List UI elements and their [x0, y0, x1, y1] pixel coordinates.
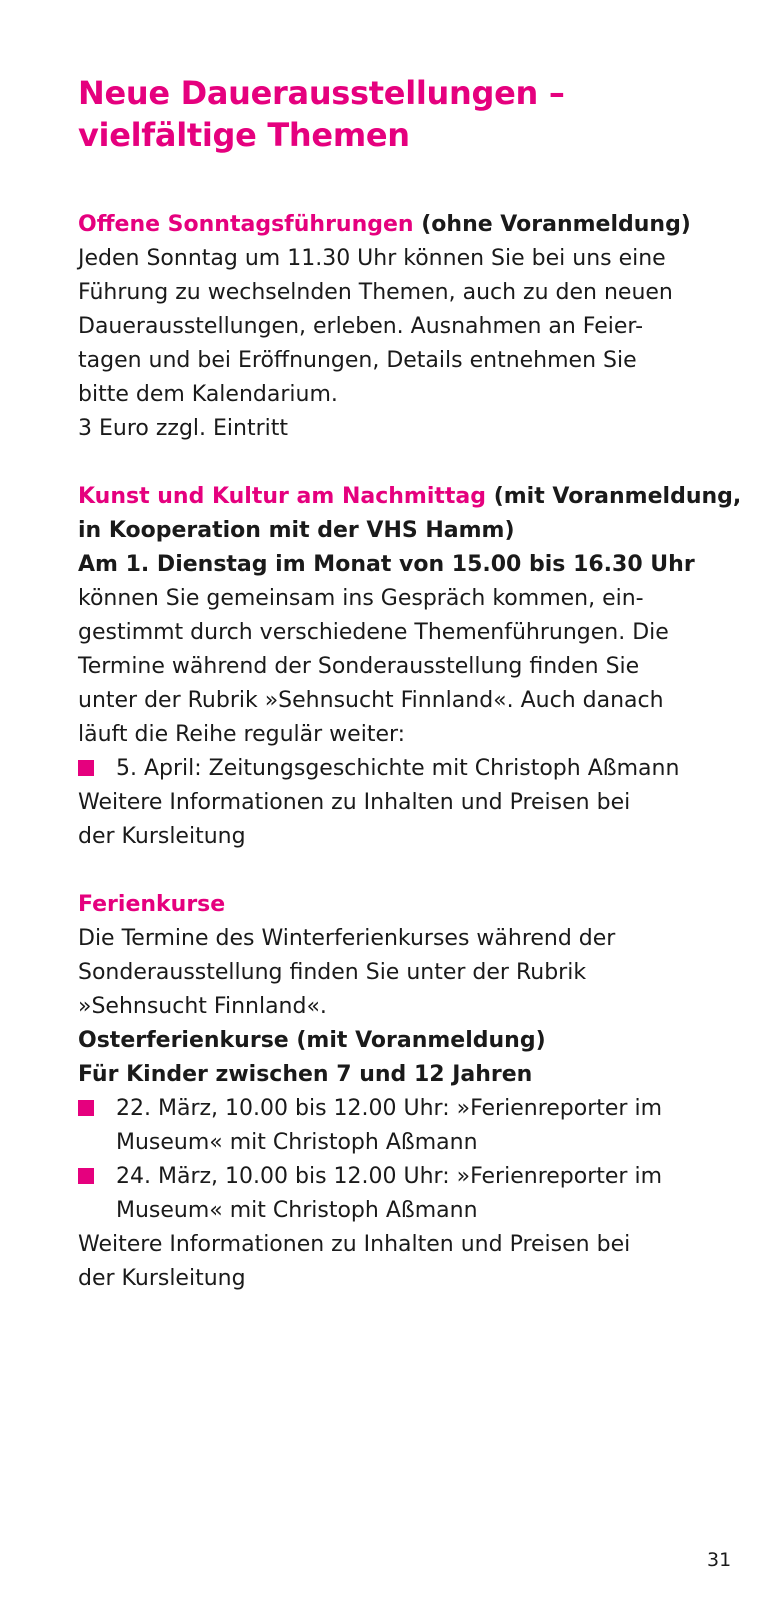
section-heading-text: Kunst und Kultur am Nachmittag	[78, 484, 487, 509]
page-content	[78, 72, 742, 1296]
body-line: Dauerausstellungen, erleben. Ausnahmen an Feier-	[78, 314, 644, 339]
title-line-2: vielfältige Themen	[78, 116, 410, 154]
list-item	[78, 1092, 718, 1126]
square-bullet-icon	[78, 1168, 94, 1184]
body-line: Weitere Informationen zu Inhalten und Preisen bei	[78, 1232, 631, 1257]
body-line: gestimmt durch verschiedene Themenführungen. Die	[78, 620, 669, 645]
body-line: der Kursleitung	[78, 1266, 246, 1291]
body-line: »Sehnsucht Finnland«.	[78, 994, 327, 1019]
price-line: 3 Euro zzgl. Eintritt	[78, 416, 288, 441]
list-item-text: 22. März, 10.00 bis 12.00 Uhr: »Ferienreporter im	[116, 1096, 663, 1121]
title-line-1: Neue Dauerausstellungen –	[78, 74, 565, 112]
section-heading	[78, 480, 742, 514]
body-line: der Kursleitung	[78, 824, 246, 849]
list-item	[78, 1160, 718, 1194]
body-line: Sonderausstellung finden Sie unter der Rubrik	[78, 960, 587, 985]
list-item-continuation: Museum« mit Christoph Aßmann	[116, 1198, 478, 1223]
subheading: Osterferienkurse (mit Voranmeldung)	[78, 1028, 546, 1053]
body-line: bitte dem Kalendarium.	[78, 382, 338, 407]
section-heading-text: Offene Sonntagsführungen	[78, 212, 414, 237]
square-bullet-icon	[78, 1100, 94, 1116]
schedule-line: Am 1. Dienstag im Monat von 15.00 bis 16.30 Uhr	[78, 552, 695, 577]
section-kunst-kultur	[78, 480, 742, 854]
section-heading-note-2: in Kooperation mit der VHS Hamm)	[78, 518, 515, 543]
list-item-text: 24. März, 10.00 bis 12.00 Uhr: »Ferienreporter im	[116, 1164, 663, 1189]
square-bullet-icon	[78, 760, 94, 776]
body-line: unter der Rubrik »Sehnsucht Finnland«. Auch danach	[78, 688, 664, 713]
section-heading	[78, 888, 718, 922]
section-heading-note: (ohne Voranmeldung)	[413, 212, 691, 237]
body-line: Die Termine des Winterferienkurses während der	[78, 926, 616, 951]
body-line: tagen und bei Eröffnungen, Details entnehmen Sie	[78, 348, 637, 373]
body-line: Führung zu wechselnden Themen, auch zu den neuen	[78, 280, 673, 305]
list-item-text: 5. April: Zeitungsgeschichte mit Christoph Aßmann	[116, 756, 680, 781]
subheading: Für Kinder zwischen 7 und 12 Jahren	[78, 1062, 533, 1087]
body-line: Jeden Sonntag um 11.30 Uhr können Sie bei uns eine	[78, 246, 666, 271]
section-ferienkurse	[78, 888, 718, 1296]
body-line: Weitere Informationen zu Inhalten und Preisen bei	[78, 790, 631, 815]
list-item-continuation: Museum« mit Christoph Aßmann	[116, 1130, 478, 1155]
body-line: läuft die Reihe regulär weiter:	[78, 722, 406, 747]
body-line: Termine während der Sonderausstellung finden Sie	[78, 654, 640, 679]
section-heading	[78, 208, 718, 242]
section-sonntagsfuehrungen	[78, 208, 718, 446]
page-number: 31	[707, 1549, 732, 1571]
section-heading-note: (mit Voranmeldung,	[486, 484, 742, 509]
list-item	[78, 752, 718, 786]
body-line: können Sie gemeinsam ins Gespräch kommen, ein-	[78, 586, 644, 611]
section-heading-text: Ferienkurse	[78, 892, 226, 917]
page-title	[78, 72, 718, 156]
